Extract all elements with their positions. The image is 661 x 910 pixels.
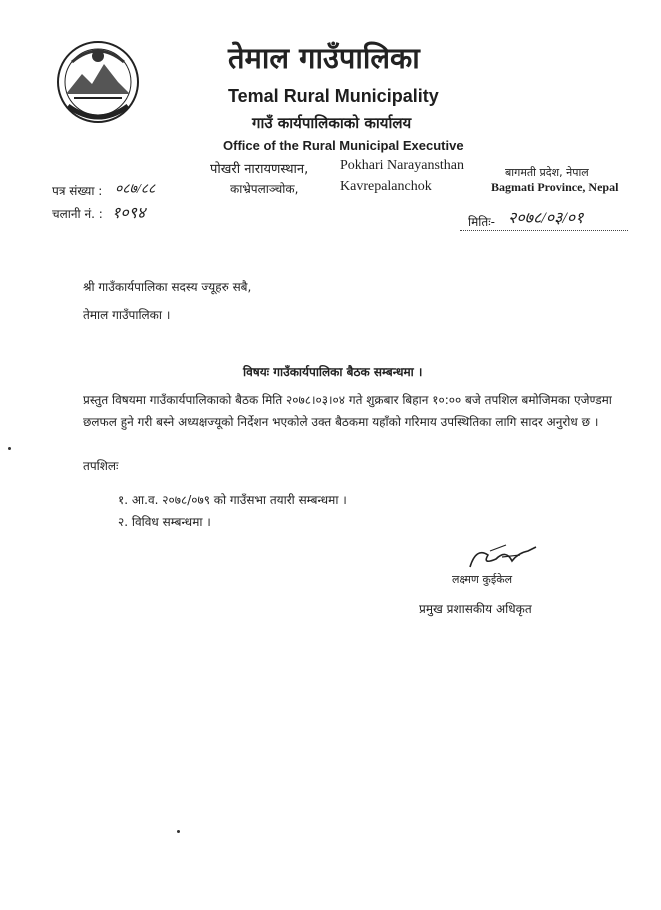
address-line1-nepali: पोखरी नारायणस्थान, [210,162,309,177]
nepal-emblem-seal [52,36,144,132]
date-label: मितिः- [468,215,495,229]
scan-speck [8,447,11,450]
agenda-item: १. आ.व. २०७८/०७९ को गाउँसभा तयारी सम्बन्धमा । [118,493,347,507]
signatory-title: प्रमुख प्रशासकीय अधिकृत [419,602,532,616]
letter-number-label: पत्र संख्या : [52,184,103,198]
dispatch-number-value: १०९४ [112,205,146,222]
office-name-nepali: गाउँ कार्यपालिकाको कार्यालय [252,114,412,132]
municipality-name-english: Temal Rural Municipality [228,86,439,106]
province-nepali: बागमती प्रदेश, नेपाल [505,166,589,179]
letter-body: प्रस्तुत विषयमा गाउँकार्यपालिकाको बैठक मिति २०७८।०३।०४ गते शुक्रबार बिहान १०:०० बजे तपशिल बमोजिमका एजेण्डमा छलफल हुने गरी बस्ने अध्यक्षज्यूको निर्देशन भएकोले उक्त बैठकमा यहाँको गरिमाय उपस्थितिका लागि सादर अनुरोध छ । [83,393,612,429]
addressee-line2: तेमाल गाउँपालिका । [83,308,171,322]
dispatch-number-label: चलानी नं. : [52,207,103,221]
letter-number-value: ०८७/८८ [115,182,156,197]
letter-subject: विषयः गाउँकार्यपालिका बैठक सम्बन्धमा । [243,365,423,379]
date-value: २०७८/०३/०१ [508,210,584,227]
office-name-english: Office of the Rural Municipal Executive [223,138,464,153]
address-line1-english: Pokhari Narayansthan [340,158,465,173]
scan-speck [177,830,180,833]
addressee-line1: श्री गाउँकार्यपालिका सदस्य ज्यूहरु सबै, [83,280,252,294]
address-line2-nepali: काभ्रेपलाञ्चोक, [230,182,299,196]
signatory-name: लक्ष्मण कुईकेल [452,573,513,586]
details-label: तपशिलः [83,459,119,473]
handwritten-signature [462,541,542,575]
municipality-name-nepali: तेमाल गाउँपालिका [228,41,420,75]
date-underline [460,230,628,231]
province-english: Bagmati Province, Nepal [491,180,619,194]
address-line2-english: Kavrepalanchok [340,179,432,194]
agenda-item: २. विविध सम्बन्धमा । [118,515,211,529]
